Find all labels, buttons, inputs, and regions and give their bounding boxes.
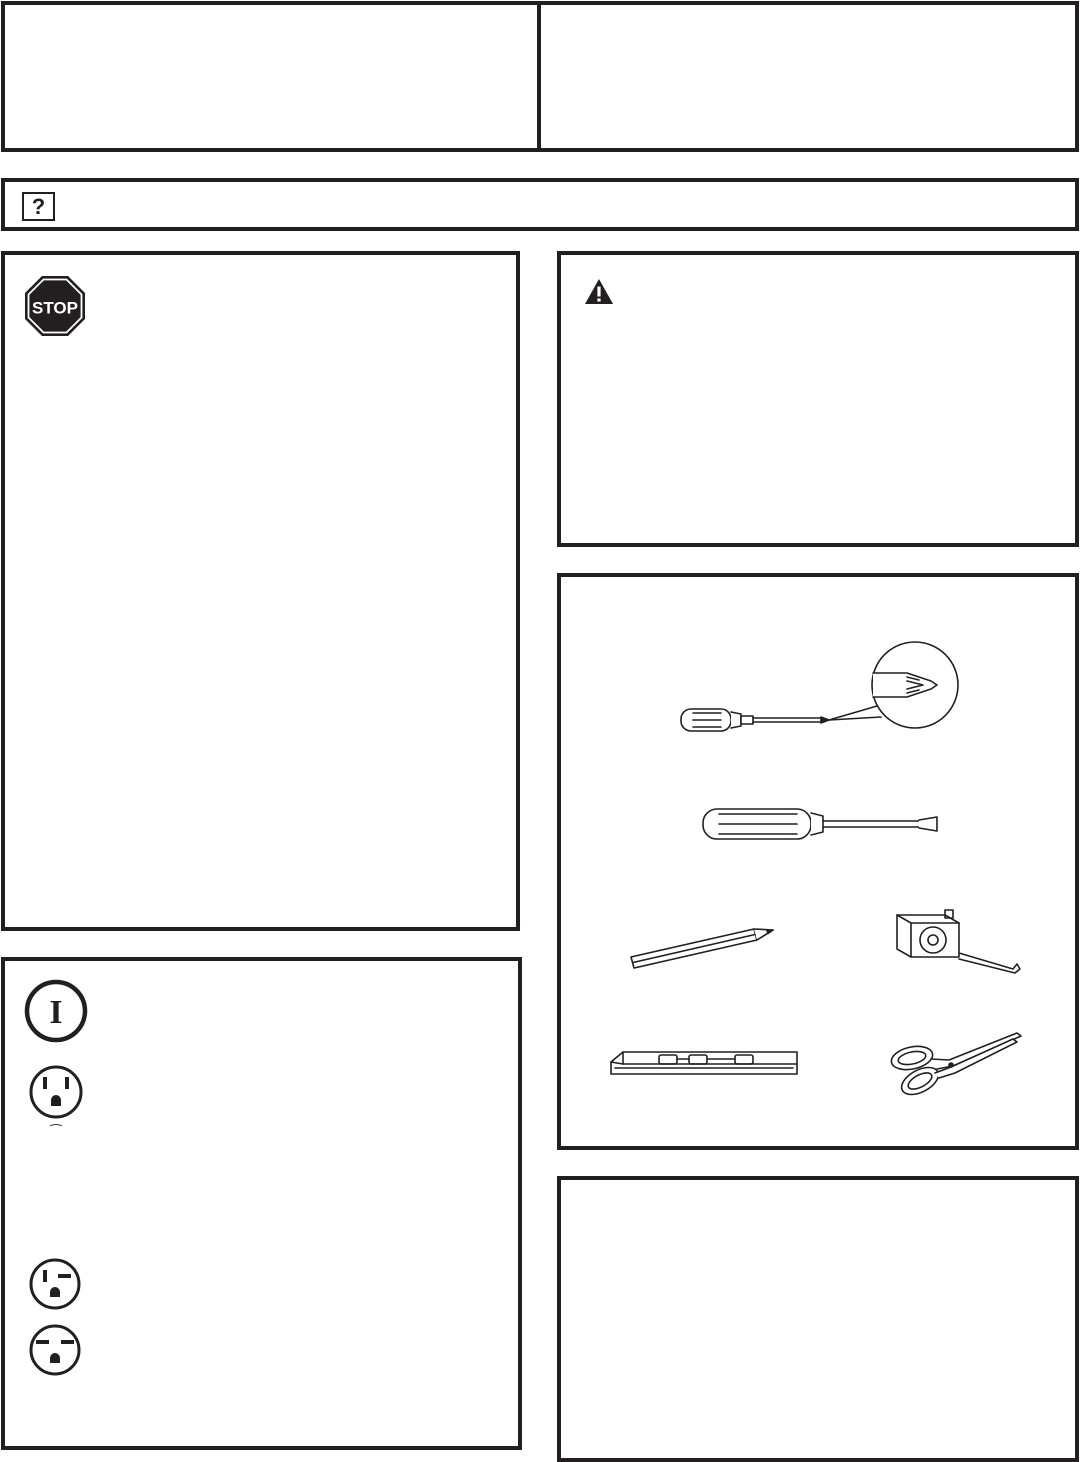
- stop-panel: [1, 251, 520, 931]
- question-mark-icon: ?: [22, 192, 55, 221]
- header-right-cell: [541, 5, 1075, 148]
- important-info-icon: [24, 979, 88, 1043]
- questions-bar: [1, 178, 1079, 231]
- flat-blade-screwdriver-icon: [703, 809, 937, 839]
- level-icon: [611, 1052, 797, 1074]
- warning-triangle-icon: [584, 278, 614, 305]
- tools-illustration: [561, 577, 1075, 1146]
- bottom-right-panel: [557, 1176, 1079, 1462]
- stop-sign-text: STOP: [32, 298, 78, 318]
- grounded-outlet-icon: [25, 1064, 87, 1134]
- phillips-screwdriver-icon: [681, 642, 958, 731]
- outlet-120v-icon: [27, 1256, 83, 1312]
- stop-sign-icon: [24, 275, 86, 337]
- tools-panel: [557, 573, 1079, 1150]
- electrical-panel: [1, 957, 522, 1450]
- info-glyph: I: [49, 994, 63, 1031]
- scissors-icon: [889, 1033, 1021, 1100]
- tape-measure-icon: [897, 910, 1020, 973]
- pencil-icon: [631, 929, 773, 968]
- warning-panel: [557, 251, 1079, 547]
- outlet-240v-icon: [27, 1322, 83, 1378]
- header-left-cell: [5, 5, 537, 148]
- header-box: [1, 1, 1079, 152]
